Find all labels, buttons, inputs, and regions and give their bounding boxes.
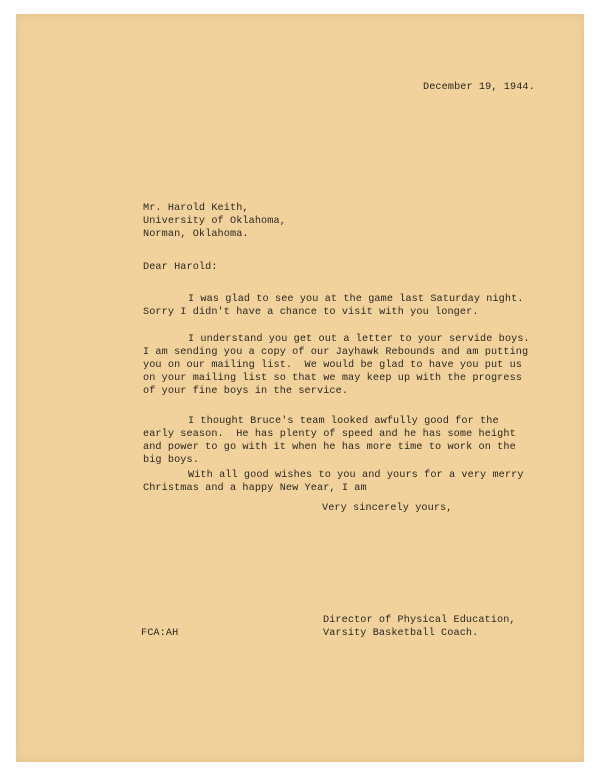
signature-title-line: Varsity Basketball Coach. bbox=[323, 628, 479, 639]
paragraph-line: big boys. bbox=[143, 455, 199, 466]
closing: Very sincerely yours, bbox=[322, 503, 453, 514]
paragraph-line: I am sending you a copy of our Jayhawk Rebounds and am putting bbox=[143, 347, 529, 358]
paragraph-line: of your fine boys in the service. bbox=[143, 386, 349, 397]
address-line: Mr. Harold Keith, bbox=[143, 203, 249, 214]
signature-title-line: Director of Physical Education, bbox=[323, 615, 516, 626]
paragraph-line: you on our mailing list. We would be glad to have you put us bbox=[143, 360, 523, 371]
paragraph-line: I was glad to see you at the game last Saturday night. bbox=[188, 294, 524, 305]
paragraph-line: on your mailing list so that we may keep up with the progress bbox=[143, 373, 523, 384]
paragraph-line: I understand you get out a letter to your servide boys. bbox=[188, 334, 530, 345]
address-line: Norman, Oklahoma. bbox=[143, 229, 249, 240]
paragraph-line: and power to go with it when he has more time to work on the bbox=[143, 442, 516, 453]
salutation: Dear Harold: bbox=[143, 262, 218, 273]
letter-page bbox=[16, 14, 584, 762]
address-line: University of Oklahoma, bbox=[143, 216, 286, 227]
letter-date: December 19, 1944. bbox=[423, 82, 535, 93]
paragraph-line: Sorry I didn't have a chance to visit with you longer. bbox=[143, 307, 479, 318]
paragraph-line: With all good wishes to you and yours for a very merry bbox=[188, 470, 524, 481]
paragraph-line: I thought Bruce's team looked awfully good for the bbox=[188, 416, 499, 427]
paragraph-line: early season. He has plenty of speed and he has some height bbox=[143, 429, 516, 440]
initials: FCA:AH bbox=[141, 628, 179, 639]
paragraph-line: Christmas and a happy New Year, I am bbox=[143, 483, 367, 494]
